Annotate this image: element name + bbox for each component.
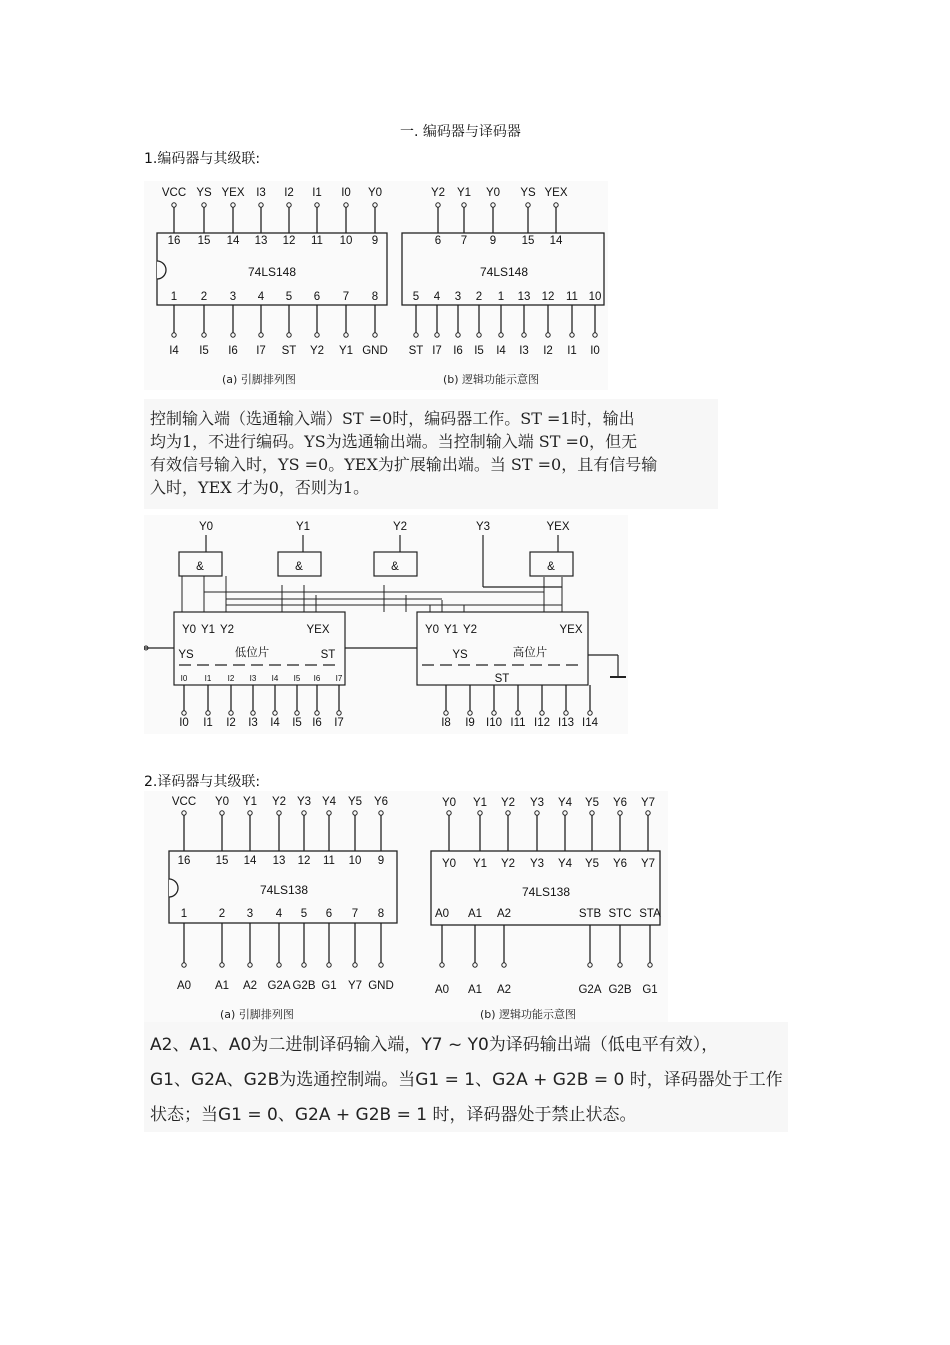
top-pin-138a: 9 [377, 855, 385, 867]
input-label-138b: A0 [434, 984, 450, 996]
bottom-label-a: I6 [228, 345, 238, 357]
bottom-pin-b: 4 [433, 291, 441, 303]
low-chip-ys: YS [178, 649, 194, 661]
output-pin-138b: Y3 [529, 858, 545, 870]
chip-notch [157, 261, 166, 279]
bottom-pin-a: 1 [170, 291, 178, 303]
top-label-a: YS [196, 187, 212, 199]
section-heading-encoder: 1.编码器与其级联: [144, 151, 261, 167]
top-label-b: Y2 [430, 187, 446, 199]
low-chip-input-pin: I2 [227, 674, 235, 683]
bottom-label-a: I4 [169, 345, 179, 357]
top-pin-a: 12 [282, 235, 296, 247]
high-chip-pin: YEX [559, 624, 583, 636]
bottom-pin-a: 2 [200, 291, 208, 303]
bottom-pin-138a: 6 [325, 908, 333, 920]
bottom-pin-138a: 7 [351, 908, 359, 920]
low-chip-input-pin: I3 [249, 674, 257, 683]
bottom-label-b: I6 [453, 345, 463, 357]
low-chip-input-pin: I6 [313, 674, 321, 683]
cascade-output-label: Y0 [198, 521, 214, 533]
input-pin-138b: A2 [496, 908, 512, 920]
top-pin-b: 7 [460, 235, 468, 247]
top-pin-138a: 16 [177, 855, 191, 867]
input-pin-138b: A1 [467, 908, 483, 920]
high-chip-input-label: I13 [558, 717, 574, 729]
bottom-label-138a: A0 [176, 980, 192, 992]
high-chip-input-label: I14 [582, 717, 598, 729]
and-gate-symbol: & [295, 561, 303, 573]
bottom-label-a: GND [362, 345, 388, 357]
enable-pin-138b: STA [639, 908, 661, 920]
bottom-label-138a: A1 [214, 980, 230, 992]
cascade-output-label: Y3 [475, 521, 491, 533]
bottom-pin-a: 8 [371, 291, 379, 303]
top-pin-a: 10 [339, 235, 353, 247]
enable-label-138b: G1 [642, 984, 658, 996]
caption-a: (a) 引脚排列图 [222, 373, 296, 386]
cascade-output-label: Y1 [295, 521, 311, 533]
caption138-a: (a) 引脚排列图 [220, 1008, 294, 1021]
high-chip-ys: YS [452, 649, 468, 661]
top-label-b: Y0 [485, 187, 501, 199]
top-label-a: I3 [256, 187, 266, 199]
bottom-pin-a: 4 [257, 291, 265, 303]
figure-74ls138 [144, 791, 668, 1023]
high-chip-input-label: I10 [486, 717, 502, 729]
bottom-pin-138a: 1 [180, 908, 188, 920]
low-chip-label: 低位片 [234, 647, 270, 659]
para-line: 入时，YEX 才为0，否则为1。 [150, 478, 370, 497]
bottom-label-a: I7 [256, 345, 266, 357]
output-pin-138b: Y4 [557, 858, 573, 870]
enable-label-138b: G2A [578, 984, 602, 996]
top-label-b: YEX [544, 187, 568, 199]
top-pin-a: 9 [371, 235, 379, 247]
top-pin-138a: 10 [348, 855, 362, 867]
low-chip-pin: YEX [306, 624, 330, 636]
output-pin-138b: Y2 [500, 858, 516, 870]
bottom-pin-b: 3 [454, 291, 462, 303]
bottom-pin-a: 7 [342, 291, 350, 303]
high-chip-input-label: I11 [510, 717, 526, 729]
encoder-description [144, 399, 718, 509]
top-pin-138a: 15 [215, 855, 229, 867]
bottom-label-a: I5 [199, 345, 209, 357]
high-chip-pin: Y0 [424, 624, 440, 636]
bottom-pin-b: 10 [588, 291, 602, 303]
and-gate-symbol: & [547, 561, 555, 573]
output-label-138b: Y4 [557, 797, 573, 809]
top-label-a: Y0 [367, 187, 383, 199]
low-chip-pin: Y0 [181, 624, 197, 636]
decoder-description [144, 1022, 788, 1132]
bottom-label-b: I4 [496, 345, 506, 357]
bottom-label-a: ST [281, 345, 297, 357]
bottom-pin-a: 3 [229, 291, 237, 303]
output-label-138b: Y3 [529, 797, 545, 809]
figure-74ls138-svg [144, 791, 668, 1023]
top-label-138a: Y5 [347, 796, 363, 808]
bottom-label-a: Y1 [338, 345, 354, 357]
top-pin-138a: 11 [323, 855, 335, 867]
top-label-138a: Y4 [321, 796, 337, 808]
bottom-label-138a: A2 [242, 980, 258, 992]
low-chip-input-label: I0 [179, 717, 189, 729]
top-pin-b: 15 [521, 235, 535, 247]
bottom-pin-b: 1 [497, 291, 505, 303]
low-chip-input-label: I2 [226, 717, 236, 729]
enable-pin-138b: STB [578, 908, 602, 920]
bottom-pin-a: 5 [285, 291, 293, 303]
low-chip-input-label: I6 [312, 717, 322, 729]
high-chip-pin: Y2 [462, 624, 478, 636]
output-pin-138b: Y5 [584, 858, 600, 870]
output-pin-138b: Y0 [441, 858, 457, 870]
output-label-138b: Y0 [441, 797, 457, 809]
caption-b: (b) 逻辑功能示意图 [443, 373, 540, 386]
input-label-138b: A2 [496, 984, 512, 996]
para-line: 均为1，不进行编码。YS为选通输出端。当控制输入端 ST =0，但无 [150, 432, 638, 451]
low-chip-input-pin: I7 [335, 674, 343, 683]
top-label-138a: Y1 [242, 796, 258, 808]
top-label-a: I0 [341, 187, 351, 199]
top-label-138a: Y0 [214, 796, 230, 808]
cascade-output-label: YEX [546, 521, 570, 533]
and-gate-symbol: & [196, 561, 204, 573]
low-chip-input-label: I1 [203, 717, 213, 729]
bottom-label-138a: Y7 [347, 980, 363, 992]
figure-74ls148-svg [144, 181, 608, 390]
page-title: 一. 编码器与译码器 [400, 124, 521, 140]
para-line: G1、G2A、G2B为选通控制端。当G1 = 1、G2A + G2B = 0 时，译码器处于工作 [150, 1070, 783, 1090]
output-label-138b: Y7 [640, 797, 656, 809]
high-chip-input-label: I9 [465, 717, 475, 729]
low-chip-st: ST [320, 649, 336, 661]
low-chip-input-pin: I0 [180, 674, 188, 683]
low-chip-pin: Y2 [219, 624, 235, 636]
section-heading-decoder: 2.译码器与其级联: [144, 774, 261, 790]
top-label-138a: Y2 [271, 796, 287, 808]
bottom-pin-138a: 5 [300, 908, 308, 920]
bottom-pin-138a: 3 [246, 908, 254, 920]
bottom-pin-138a: 4 [275, 908, 283, 920]
top-label-b: YS [520, 187, 536, 199]
top-label-b: Y1 [456, 187, 472, 199]
output-pin-138b: Y7 [640, 858, 656, 870]
top-pin-138a: 12 [297, 855, 311, 867]
low-chip-input-label: I3 [248, 717, 258, 729]
bottom-label-138a: G1 [321, 980, 337, 992]
top-pin-a: 15 [197, 235, 211, 247]
bottom-pin-b: 12 [541, 291, 555, 303]
output-label-138b: Y5 [584, 797, 600, 809]
low-chip-input-label: I4 [270, 717, 280, 729]
para-line: 有效信号输入时，YS =0。YEX为扩展输出端。当 ST =0，且有信号输 [150, 455, 658, 474]
top-pin-a: 14 [226, 235, 240, 247]
figure-74ls148 [144, 181, 608, 390]
top-label-138a: Y6 [373, 796, 389, 808]
top-pin-a: 11 [311, 235, 323, 247]
bottom-label-b: I7 [432, 345, 442, 357]
caption138-b: (b) 逻辑功能示意图 [480, 1008, 577, 1021]
input-label-138b: A1 [467, 984, 483, 996]
figure-encoder-cascade [144, 515, 628, 734]
bottom-label-138a: GND [368, 980, 394, 992]
chip138-label-a: 74LS138 [259, 883, 309, 897]
low-chip-input-label: I7 [334, 717, 344, 729]
cascade-output-label: Y2 [392, 521, 408, 533]
high-chip-input-label: I12 [534, 717, 550, 729]
bottom-label-b: I0 [590, 345, 600, 357]
bottom-label-b: I5 [474, 345, 484, 357]
top-pin-b: 9 [489, 235, 497, 247]
input-pin-138b: A0 [434, 908, 450, 920]
chip138-label-b: 74LS138 [521, 885, 571, 899]
and-gate-symbol: & [391, 561, 399, 573]
bottom-pin-b: 13 [517, 291, 531, 303]
high-chip-input-label: I8 [441, 717, 451, 729]
top-label-a: VCC [161, 187, 187, 199]
low-chip-input-pin: I1 [204, 674, 212, 683]
low-chip-input-label: I5 [292, 717, 302, 729]
top-label-138a: VCC [171, 796, 197, 808]
bottom-pin-b: 5 [412, 291, 420, 303]
top-label-a: I1 [312, 187, 322, 199]
bottom-pin-a: 6 [313, 291, 321, 303]
bottom-pin-138a: 2 [218, 908, 226, 920]
enable-pin-138b: STC [608, 908, 632, 920]
cascade-svg [144, 515, 628, 734]
bottom-pin-138a: 8 [377, 908, 385, 920]
output-label-138b: Y6 [612, 797, 628, 809]
top-pin-a: 13 [254, 235, 268, 247]
output-label-138b: Y2 [500, 797, 516, 809]
bottom-pin-b: 2 [475, 291, 483, 303]
high-chip-st: ST [494, 673, 510, 685]
low-chip-input-pin: I4 [271, 674, 279, 683]
low-chip-pin: Y1 [200, 624, 216, 636]
bottom-label-b: I1 [567, 345, 577, 357]
para-line: 状态；当G1 = 0、G2A + G2B = 1 时，译码器处于禁止状态。 [150, 1105, 637, 1125]
para-line: 控制输入端（选通输入端）ST =0时，编码器工作。ST =1时，输出 [150, 409, 635, 428]
bottom-pin-b: 11 [566, 291, 578, 303]
top-label-a: YEX [221, 187, 245, 199]
chip-label-b: 74LS148 [479, 265, 529, 279]
chip-label-a: 74LS148 [247, 265, 297, 279]
bottom-label-138a: G2B [292, 980, 316, 992]
top-pin-138a: 13 [272, 855, 286, 867]
high-chip-pin: Y1 [443, 624, 459, 636]
bottom-label-b: ST [408, 345, 424, 357]
output-label-138b: Y1 [472, 797, 488, 809]
para-line: A2、A1、A0为二进制译码输入端，Y7 ~ Y0为译码输出端（低电平有效）， [150, 1035, 719, 1055]
top-pin-b: 14 [549, 235, 563, 247]
high-chip-label: 高位片 [512, 647, 548, 659]
bottom-label-a: Y2 [309, 345, 325, 357]
bottom-label-138a: G2A [267, 980, 291, 992]
top-pin-a: 16 [167, 235, 181, 247]
bottom-label-b: I3 [519, 345, 529, 357]
top-label-a: I2 [284, 187, 294, 199]
output-pin-138b: Y6 [612, 858, 628, 870]
output-pin-138b: Y1 [472, 858, 488, 870]
top-pin-b: 6 [434, 235, 442, 247]
top-label-138a: Y3 [296, 796, 312, 808]
low-chip-input-pin: I5 [293, 674, 301, 683]
bottom-label-b: I2 [543, 345, 553, 357]
enable-label-138b: G2B [608, 984, 632, 996]
top-pin-138a: 14 [243, 855, 257, 867]
